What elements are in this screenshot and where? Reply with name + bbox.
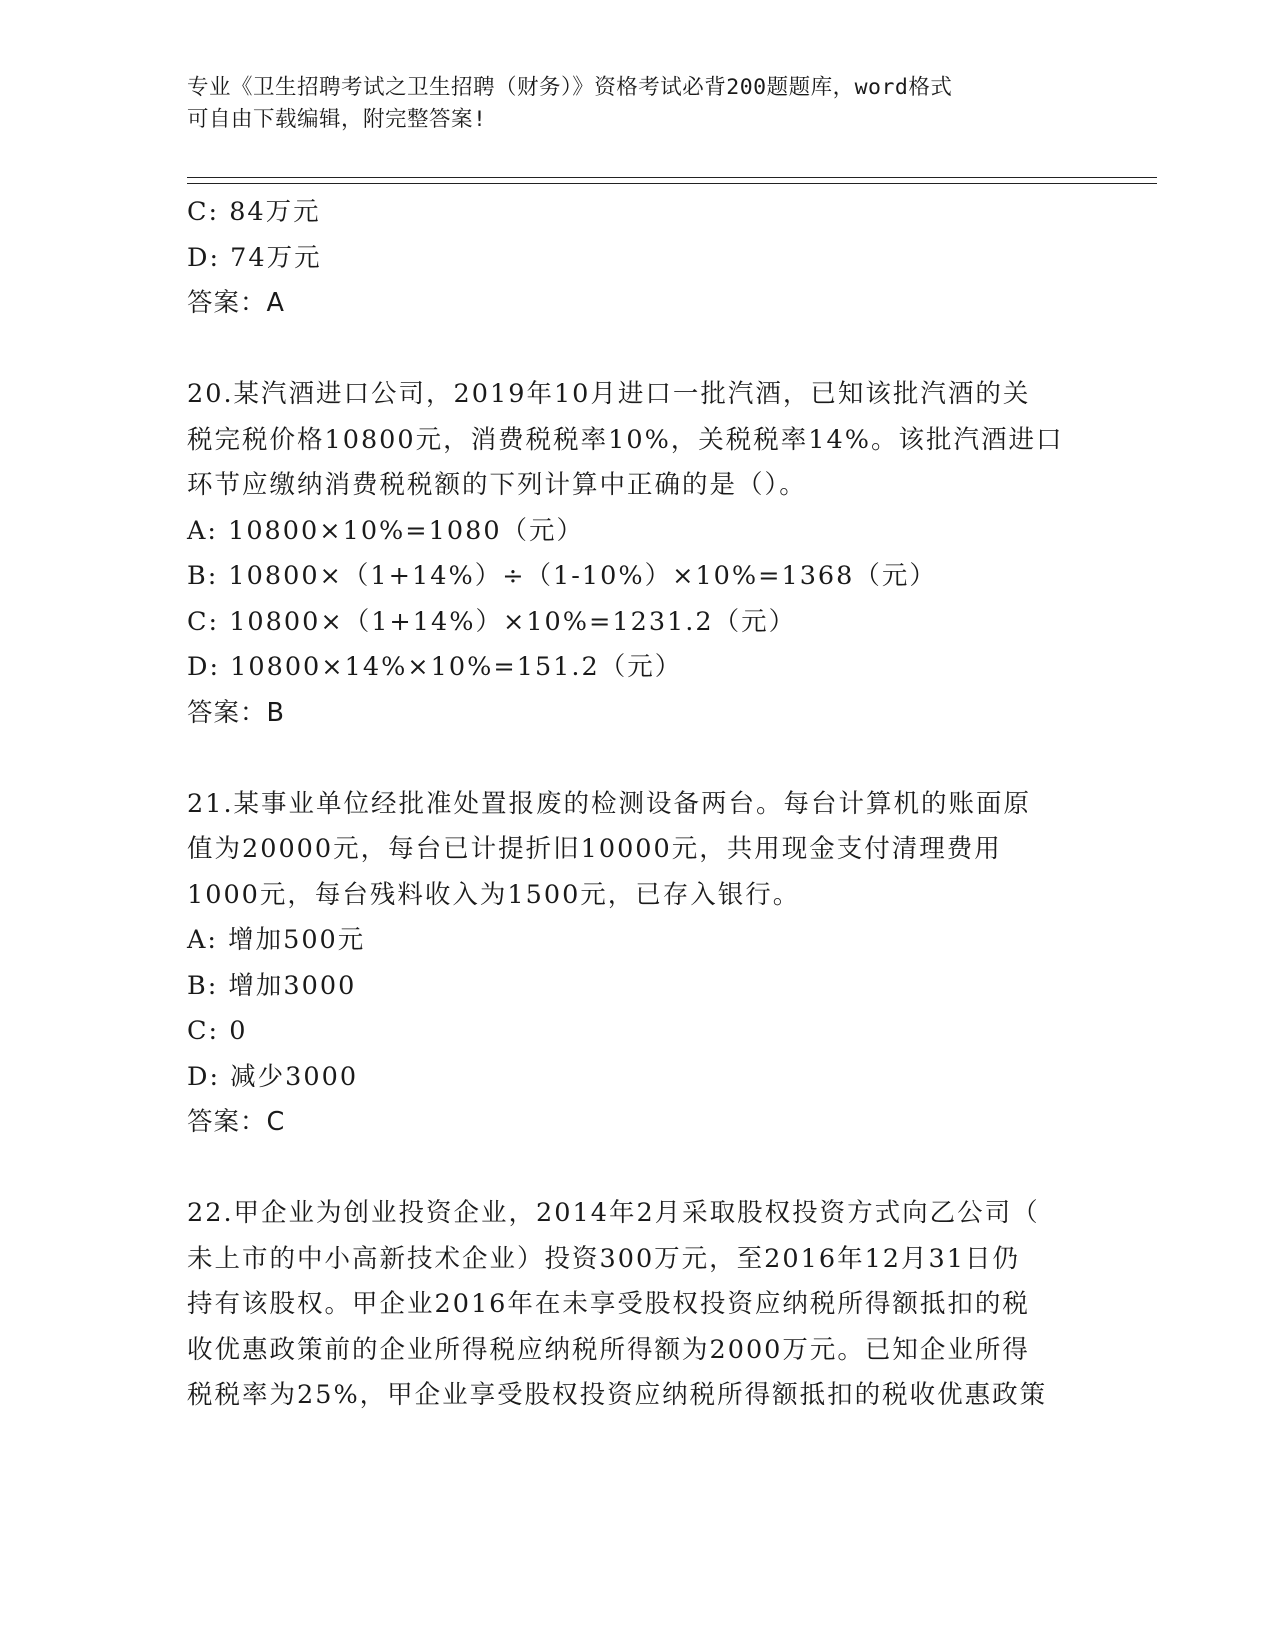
- question-text-line: 22.甲企业为创业投资企业，2014年2月采取股权投资方式向乙公司（: [187, 1198, 1040, 1228]
- document-body: [187, 190, 1087, 1419]
- option-b: B: 10800×（1+14%）÷（1-10%）×10%=1368（元）: [187, 561, 937, 591]
- question-text-line: 收优惠政策前的企业所得税应纳税所得额为2000万元。已知企业所得: [187, 1334, 1030, 1365]
- answer-line: 答案：A: [187, 288, 285, 318]
- header-title-line-2: 可自由下载编辑，附完整答案!: [187, 107, 487, 132]
- question-text-line: 21.某事业单位经批准处置报废的检测设备两台。每台计算机的账面原: [187, 788, 1032, 819]
- answer-line: 答案：C: [187, 1107, 286, 1137]
- header-divider-bottom: [187, 183, 1157, 184]
- option-a: A: 增加500元: [187, 925, 366, 955]
- header-divider-top: [187, 177, 1157, 178]
- header-title-line-1: 专业《卫生招聘考试之卫生招聘（财务）》资格考试必背200题题库，word格式: [187, 75, 953, 100]
- question-text-line: 20.某汽酒进口公司，2019年10月进口一批汽酒，已知该批汽酒的关: [187, 379, 1031, 409]
- spacer: [187, 1146, 1087, 1192]
- option-c: C: 10800×（1+14%）×10%=1231.2（元）: [187, 606, 797, 637]
- question-text-line: 值为20000元，每台已计提折旧10000元，共用现金支付清理费用: [187, 834, 1002, 864]
- option-d: D: 10800×14%×10%=151.2（元）: [187, 652, 683, 682]
- spacer: [187, 327, 1087, 373]
- question-text-line: 税税率为25%，甲企业享受股权投资应纳税所得额抵扣的税收优惠政策: [187, 1380, 1048, 1410]
- question-text-line: 环节应缴纳消费税税额的下列计算中正确的是（）。: [187, 470, 807, 500]
- option-d: D: 减少3000: [187, 1061, 359, 1092]
- question-text-line: 1000元，每台残料收入为1500元，已存入银行。: [187, 879, 801, 910]
- question-text-line: 未上市的中小高新技术企业）投资300万元，至2016年12月31日仍: [187, 1243, 1020, 1274]
- page-header: [187, 72, 1067, 136]
- option-d: D: 74万元: [187, 242, 322, 273]
- question-text-line: 持有该股权。甲企业2016年在未享受股权投资应纳税所得额抵扣的税: [187, 1289, 1030, 1319]
- option-c: C: 84万元: [187, 197, 321, 227]
- spacer: [187, 736, 1087, 782]
- question-21: [187, 782, 1087, 1146]
- question-text-line: 税完税价格10800元，消费税税率10%，关税税率14%。该批汽酒进口: [187, 424, 1064, 455]
- option-c: C: 0: [187, 1016, 248, 1046]
- question-19-tail: [187, 190, 1087, 327]
- option-a: A: 10800×10%=1080（元）: [187, 515, 585, 546]
- answer-line: 答案：B: [187, 697, 285, 728]
- question-20: [187, 372, 1087, 736]
- option-b: B: 增加3000: [187, 970, 357, 1001]
- question-22: [187, 1191, 1087, 1419]
